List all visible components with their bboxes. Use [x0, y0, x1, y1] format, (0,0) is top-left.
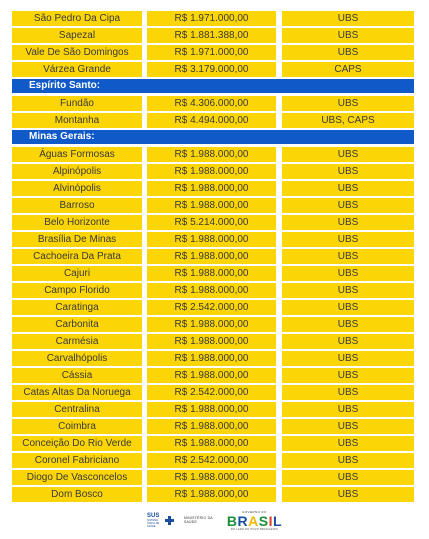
- city-cell: Vale De São Domingos: [12, 45, 142, 60]
- city-cell: Carbonita: [12, 317, 142, 332]
- unit-cell: UBS: [282, 419, 414, 434]
- unit-cell: UBS: [282, 249, 414, 264]
- table-row: [12, 28, 414, 43]
- unit-cell: UBS: [282, 164, 414, 179]
- table-row: [12, 164, 414, 179]
- governo-do-text: GOVERNO DO: [242, 509, 267, 514]
- value-cell: R$ 1.988.000,00: [147, 147, 276, 162]
- sus-logo: [147, 513, 174, 528]
- value-cell: R$ 4.494.000,00: [147, 113, 276, 128]
- unit-cell: UBS: [282, 232, 414, 247]
- value-cell: R$ 4.306.000,00: [147, 96, 276, 111]
- value-cell: R$ 1.988.000,00: [147, 266, 276, 281]
- city-cell: Cajuri: [12, 266, 142, 281]
- table-row: [12, 181, 414, 196]
- table-row: [12, 283, 414, 298]
- brasil-letter: S: [258, 512, 269, 529]
- unit-cell: UBS: [282, 402, 414, 417]
- ministerio-line2: SAÚDE: [183, 520, 198, 524]
- state-section-header: Espírito Santo:: [12, 79, 414, 93]
- value-cell: R$ 1.971.000,00: [147, 45, 276, 60]
- table-row: [12, 232, 414, 247]
- table-row: [12, 113, 414, 128]
- unit-cell: UBS: [282, 317, 414, 332]
- unit-cell: UBS: [282, 470, 414, 485]
- value-cell: R$ 1.988.000,00: [147, 402, 276, 417]
- table-row: [12, 215, 414, 230]
- brasil-slogan: DO LADO DO POVO BRASILEIRO: [230, 527, 278, 531]
- unit-cell: UBS: [282, 266, 414, 281]
- unit-cell: UBS: [282, 28, 414, 43]
- city-cell: Diogo De Vasconcelos: [12, 470, 142, 485]
- unit-cell: UBS: [282, 436, 414, 451]
- table-row: [12, 45, 414, 60]
- table-row: [12, 453, 414, 468]
- value-cell: R$ 1.988.000,00: [147, 283, 276, 298]
- unit-cell: UBS: [282, 147, 414, 162]
- city-cell: Montanha: [12, 113, 142, 128]
- table-row: [12, 351, 414, 366]
- value-cell: R$ 1.988.000,00: [147, 317, 276, 332]
- footer-logos: [0, 505, 429, 535]
- table-row: [12, 368, 414, 383]
- city-cell: Coimbra: [12, 419, 142, 434]
- table-row: [12, 334, 414, 349]
- city-cell: Caratinga: [12, 300, 142, 315]
- city-cell: Catas Altas Da Noruega: [12, 385, 142, 400]
- city-cell: Águas Formosas: [12, 147, 142, 162]
- value-cell: R$ 1.988.000,00: [147, 198, 276, 213]
- unit-cell: UBS: [282, 300, 414, 315]
- unit-cell: UBS: [282, 487, 414, 502]
- funding-table: [12, 11, 414, 504]
- city-cell: Campo Florido: [12, 283, 142, 298]
- city-cell: Dom Bosco: [12, 487, 142, 502]
- value-cell: R$ 1.988.000,00: [147, 351, 276, 366]
- value-cell: R$ 2.542.000,00: [147, 453, 276, 468]
- brasil-letter: R: [237, 512, 249, 529]
- table-row: [12, 96, 414, 111]
- unit-cell: UBS: [282, 96, 414, 111]
- city-cell: Fundão: [12, 96, 142, 111]
- unit-cell: UBS, CAPS: [282, 113, 414, 128]
- unit-cell: UBS: [282, 334, 414, 349]
- table-row: [12, 249, 414, 264]
- table-row: [12, 487, 414, 502]
- value-cell: R$ 1.988.000,00: [147, 232, 276, 247]
- table-row: [12, 436, 414, 451]
- city-cell: Sapezal: [12, 28, 142, 43]
- ministerio-line1: MINISTÉRIO DA: [183, 516, 213, 520]
- table-row: [12, 62, 414, 77]
- table-row: [12, 198, 414, 213]
- brasil-wordmark: [227, 514, 282, 528]
- city-cell: Centralina: [12, 402, 142, 417]
- unit-cell: UBS: [282, 181, 414, 196]
- value-cell: R$ 2.542.000,00: [147, 300, 276, 315]
- value-cell: R$ 2.542.000,00: [147, 385, 276, 400]
- brasil-letter: B: [226, 512, 238, 529]
- city-cell: Coronel Fabriciano: [12, 453, 142, 468]
- value-cell: R$ 3.179.000,00: [147, 62, 276, 77]
- city-cell: Cachoeira Da Prata: [12, 249, 142, 264]
- city-cell: Conceição Do Rio Verde: [12, 436, 142, 451]
- value-cell: R$ 5.214.000,00: [147, 215, 276, 230]
- value-cell: R$ 1.988.000,00: [147, 470, 276, 485]
- value-cell: R$ 1.988.000,00: [147, 181, 276, 196]
- value-cell: R$ 1.988.000,00: [147, 487, 276, 502]
- city-cell: Brasília De Minas: [12, 232, 142, 247]
- unit-cell: UBS: [282, 283, 414, 298]
- value-cell: R$ 1.988.000,00: [147, 164, 276, 179]
- value-cell: R$ 1.988.000,00: [147, 368, 276, 383]
- unit-cell: UBS: [282, 453, 414, 468]
- city-cell: Várzea Grande: [12, 62, 142, 77]
- brasil-letter: A: [248, 512, 259, 529]
- plus-cross-icon: [165, 516, 174, 525]
- city-cell: Barroso: [12, 198, 142, 213]
- city-cell: Carvalhópolis: [12, 351, 142, 366]
- unit-cell: UBS: [282, 215, 414, 230]
- governo-brasil-logo: [227, 510, 282, 531]
- unit-cell: UBS: [282, 351, 414, 366]
- brasil-letter: L: [272, 512, 283, 529]
- value-cell: R$ 1.881.388,00: [147, 28, 276, 43]
- brasil-letter: I: [268, 512, 273, 529]
- table-row: [12, 419, 414, 434]
- unit-cell: UBS: [282, 45, 414, 60]
- unit-cell: UBS: [282, 11, 414, 26]
- table-row: [12, 147, 414, 162]
- table-row: [12, 402, 414, 417]
- table-row: [12, 300, 414, 315]
- value-cell: R$ 1.988.000,00: [147, 334, 276, 349]
- table-row: [12, 385, 414, 400]
- city-cell: Alpinópolis: [12, 164, 142, 179]
- unit-cell: UBS: [282, 198, 414, 213]
- table-row: [12, 470, 414, 485]
- value-cell: R$ 1.988.000,00: [147, 419, 276, 434]
- ministerio-saude-logo: [184, 516, 213, 524]
- sus-logo-text: SUS: [146, 512, 160, 519]
- table-row: [12, 11, 414, 26]
- sus-logo-subtext: SISTEMA ÚNICO DE SAÚDE: [146, 518, 160, 528]
- city-cell: São Pedro Da Cipa: [12, 11, 142, 26]
- city-cell: Cássia: [12, 368, 142, 383]
- state-section-header: Minas Gerais:: [12, 130, 414, 144]
- value-cell: R$ 1.988.000,00: [147, 249, 276, 264]
- table-row: [12, 266, 414, 281]
- city-cell: Belo Horizonte: [12, 215, 142, 230]
- value-cell: R$ 1.971.000,00: [147, 11, 276, 26]
- table-row: [12, 317, 414, 332]
- city-cell: Carmésia: [12, 334, 142, 349]
- unit-cell: UBS: [282, 385, 414, 400]
- value-cell: R$ 1.988.000,00: [147, 436, 276, 451]
- city-cell: Alvinópolis: [12, 181, 142, 196]
- unit-cell: UBS: [282, 368, 414, 383]
- unit-cell: CAPS: [282, 62, 414, 77]
